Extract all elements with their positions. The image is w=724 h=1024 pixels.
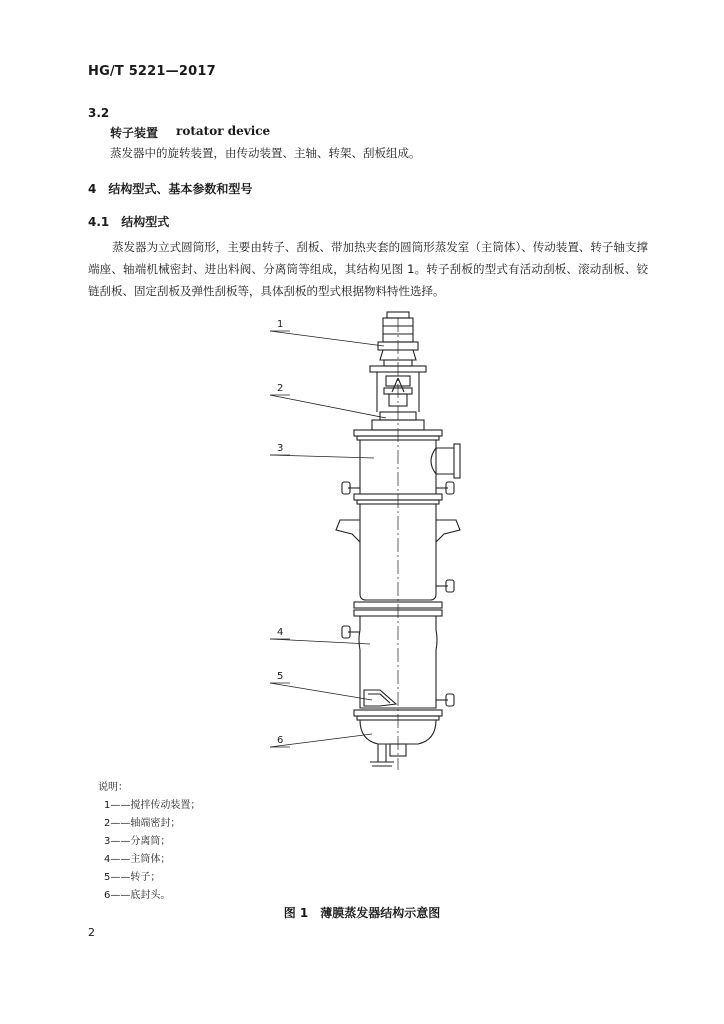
structure-paragraph: 蒸发器为立式圆筒形，主要由转子、刮板、带加热夹套的圆筒形蒸发室（主筒体）、传动装置、转子轴支撑端座、轴端机械密封、进出料阀、分离筒等组成，其结构见图 1。转子刮板的型式有活动刮板、滚动刮板、铰链刮板、固定刮板及弹性刮板等，具体刮板的型式根据物料特性选择。 xyxy=(88,240,648,298)
section-4-heading: 4 结构型式、基本参数和型号 xyxy=(88,182,253,196)
legend-title: 说明： xyxy=(98,782,128,793)
section-4-1-heading: 4.1 结构型式 xyxy=(88,215,170,229)
callout-2: 2 xyxy=(277,383,284,394)
callout-1: 1 xyxy=(277,319,284,330)
callout-5: 5 xyxy=(277,671,284,682)
callout-6: 6 xyxy=(277,735,284,746)
standard-code-header: HG/T 5221—2017 xyxy=(88,64,216,79)
section-3-2-number: 3.2 xyxy=(88,106,110,120)
legend-item-4: 4——主筒体； xyxy=(104,854,171,865)
page-number: 2 xyxy=(88,926,95,939)
legend-item-6: 6——底封头。 xyxy=(104,890,171,901)
legend-item-5: 5——转子； xyxy=(104,872,161,883)
legend-item-2: 2——轴端密封； xyxy=(104,818,181,829)
legend-item-3: 3——分离筒； xyxy=(104,836,171,847)
callout-3: 3 xyxy=(277,443,284,454)
evaporator-structure-diagram xyxy=(0,300,724,780)
term-cn: 转子装置 xyxy=(110,126,159,140)
callout-4: 4 xyxy=(277,627,284,638)
term-definition: 蒸发器中的旋转装置，由传动装置、主轴、转架、刮板组成。 xyxy=(110,146,421,160)
term-en: rotator device xyxy=(176,124,271,138)
figure-caption: 图 1 薄膜蒸发器结构示意图 xyxy=(283,906,441,920)
legend-item-1: 1——搅拌传动装置； xyxy=(104,800,201,811)
